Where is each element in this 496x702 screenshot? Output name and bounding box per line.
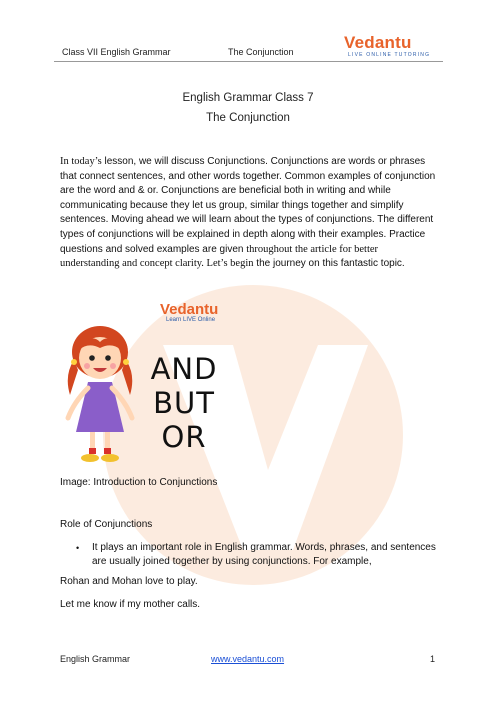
- logo-tagline: LIVE ONLINE TUTORING: [348, 52, 431, 58]
- conjunction-words: [144, 352, 224, 454]
- header-divider: [54, 61, 443, 62]
- illustration-logo: [160, 302, 240, 323]
- header-doc-title: Class VII English Grammar: [62, 47, 171, 57]
- word-and: AND: [150, 352, 218, 386]
- intro-body: lesson, we will discuss Conjunctions. Conjunctions are words or phrases that connect sentences, and other words together. Common examples of conjunction are the word and & or. Conjunctions are beneficial both in writing and while communicating because they let us group, similar things together and simplify sentences. Moving ahead we will learn about the types of conjunctions. The different types of conjunctions will be explained in depth along with their examples. Practice questions and solved examples are given: [60, 156, 436, 255]
- intro-serif-end: throughout the article for better understanding and concept clarity. Let’s begin: [60, 243, 379, 270]
- example-sentence-1: Rohan and Mohan love to play.: [60, 576, 198, 587]
- word-or: OR: [161, 420, 207, 454]
- vedantu-logo: [344, 34, 434, 58]
- footer-subject: English Grammar: [60, 654, 131, 664]
- intro-paragraph: [60, 155, 437, 272]
- word-but: BUT: [153, 386, 215, 420]
- section-heading: Role of Conjunctions: [60, 519, 153, 530]
- logo-word: Vedantu: [344, 33, 412, 52]
- bullet-marker: •: [76, 543, 80, 553]
- intro-tail: the journey on this fantastic topic.: [253, 258, 405, 270]
- page-number: 1: [430, 654, 436, 664]
- example-sentence-2: Let me know if my mother calls.: [60, 599, 201, 610]
- illustration-logo-word: Vedantu: [160, 301, 219, 318]
- page-title: English Grammar Class 7: [182, 92, 314, 104]
- girl-character: [60, 320, 140, 468]
- bullet-text: It plays an important role in English grammar. Words, phrases, and sentences are usually joined together by using conjunctions. For example,: [92, 542, 436, 567]
- page-subtitle: The Conjunction: [206, 112, 290, 124]
- header-topic: The Conjunction: [228, 47, 294, 57]
- image-caption: Image: Introduction to Conjunctions: [60, 477, 218, 488]
- footer-website-link[interactable]: www.vedantu.com: [211, 654, 285, 664]
- conjunction-illustration: [60, 300, 240, 470]
- illustration-logo-tagline: Learn LIVE Online: [166, 317, 216, 323]
- intro-serif-start: In today’s: [60, 156, 102, 167]
